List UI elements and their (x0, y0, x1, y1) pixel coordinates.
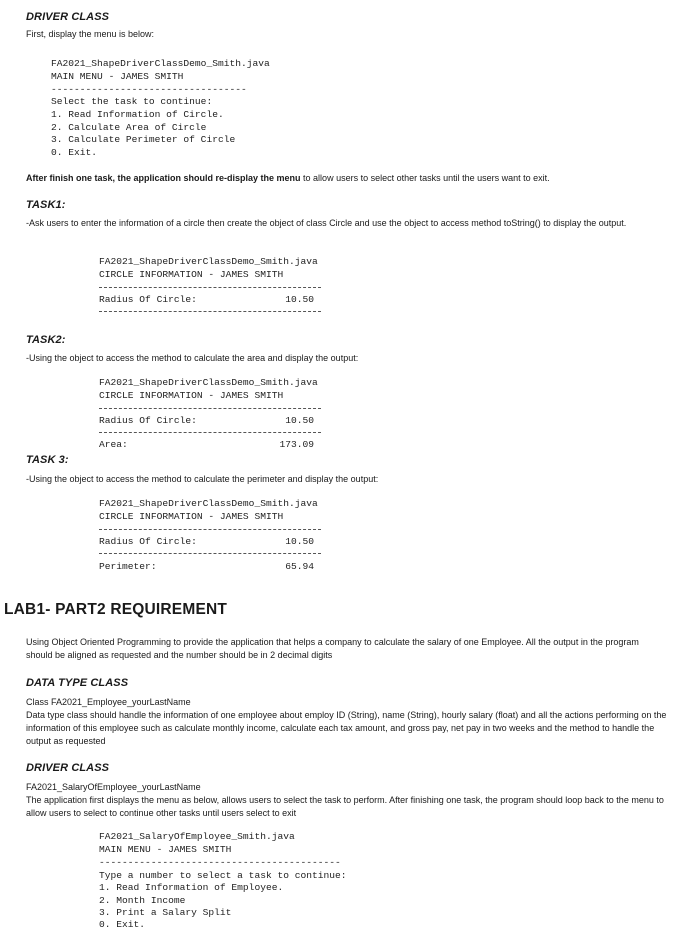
driver-class-2-description: The application first displays the menu as below, allows users to select the task to perform. After finishing one task, the program should loop back to the menu to allow users to select to continue other tasks until users select to exit (26, 795, 664, 818)
divider (99, 408, 321, 409)
task1-file-name: FA2021_ShapeDriverClassDemo_Smith.java (99, 256, 318, 267)
data-type-class-heading: DATA TYPE CLASS (26, 677, 129, 689)
task3-title: CIRCLE INFORMATION - JAMES SMITH (99, 511, 284, 522)
task1-title: CIRCLE INFORMATION - JAMES SMITH (99, 269, 284, 280)
salary-menu-item: 1. Read Information of Employee. (99, 882, 284, 893)
menu-item: 3. Calculate Perimeter of Circle (51, 134, 236, 145)
task2-radius-label: Radius Of Circle: (99, 415, 197, 426)
task2-title: CIRCLE INFORMATION - JAMES SMITH (99, 390, 284, 401)
task3-perimeter-label: Perimeter: (99, 561, 157, 572)
menu-file-name: FA2021_ShapeDriverClassDemo_Smith.java (51, 58, 270, 69)
menu-item: 0. Exit. (51, 147, 98, 158)
task3-radius-value: 10.50 (285, 536, 314, 547)
part2-intro: Using Object Oriented Programming to provide the application that helps a company to calculate the salary of one Employee. All the output in the program should be aligned as requested and the number should be in 2 decimal digits (26, 637, 639, 660)
task3-file-name: FA2021_ShapeDriverClassDemo_Smith.java (99, 498, 318, 509)
data-type-class-name: Class FA2021_Employee_yourLastName (26, 697, 191, 707)
task3-heading: TASK 3: (26, 454, 69, 466)
menu-item: 1. Read Information of Circle. (51, 109, 224, 120)
task2-area-label: Area: (99, 439, 128, 450)
salary-menu-item: 2. Month Income (99, 895, 186, 906)
driver-class-2-name: FA2021_SalaryOfEmployee_yourLastName (26, 782, 201, 792)
divider (99, 287, 321, 288)
salary-menu-file-name: FA2021_SalaryOfEmployee_Smith.java (99, 831, 295, 842)
driver-class-2-heading: DRIVER CLASS (26, 762, 110, 774)
divider (99, 553, 321, 554)
salary-menu-title: MAIN MENU - JAMES SMITH (99, 844, 232, 855)
task3-perimeter-value: 65.94 (285, 561, 314, 572)
divider (99, 529, 321, 530)
divider (99, 432, 321, 433)
menu-prompt: Select the task to continue: (51, 96, 213, 107)
redisplay-note-rest: to allow users to select other tasks until the users want to exit. (300, 173, 550, 183)
divider (99, 311, 321, 312)
task2-file-name: FA2021_ShapeDriverClassDemo_Smith.java (99, 377, 318, 388)
task1-radius-label: Radius Of Circle: (99, 294, 197, 305)
task1-radius-value: 10.50 (285, 294, 314, 305)
menu-divider: ---------------------------------- (51, 84, 247, 95)
salary-menu-divider: ------------------------------------------ (99, 857, 341, 868)
task2-radius-value: 10.50 (285, 415, 314, 426)
driver-class-intro: First, display the menu is below: (26, 29, 155, 39)
menu-title: MAIN MENU - JAMES SMITH (51, 71, 184, 82)
task3-description: -Using the object to access the method to calculate the perimeter and display the output: (26, 474, 379, 484)
redisplay-note-bold: After finish one task, the application should re-display the menu (26, 173, 301, 183)
task2-heading: TASK2: (26, 334, 66, 346)
task2-area-value: 173.09 (279, 439, 314, 450)
salary-menu-item: 3. Print a Salary Split (99, 907, 232, 918)
redisplay-note (26, 172, 550, 185)
part2-heading: LAB1- PART2 REQUIREMENT (4, 601, 228, 618)
driver-class-heading: DRIVER CLASS (26, 11, 110, 23)
salary-menu-item: 0. Exit. (99, 919, 146, 930)
task1-heading: TASK1: (26, 199, 66, 211)
menu-item: 2. Calculate Area of Circle (51, 122, 207, 133)
data-type-class-description: Data type class should handle the information of one employee about employ ID (String), name (String), hourly salary (float) and all the actions performing on the information of this employee such as calculate monthly income, calculate each tax amount, and gross pay, net pay in two weeks and the method to handle the output as requested (26, 710, 667, 746)
task1-description: -Ask users to enter the information of a circle then create the object of class Circle and use the object to access method toString() to display the output. (26, 218, 627, 228)
salary-menu-prompt: Type a number to select a task to continue: (99, 870, 347, 881)
task2-description: -Using the object to access the method to calculate the area and display the output: (26, 353, 359, 363)
task3-radius-label: Radius Of Circle: (99, 536, 197, 547)
